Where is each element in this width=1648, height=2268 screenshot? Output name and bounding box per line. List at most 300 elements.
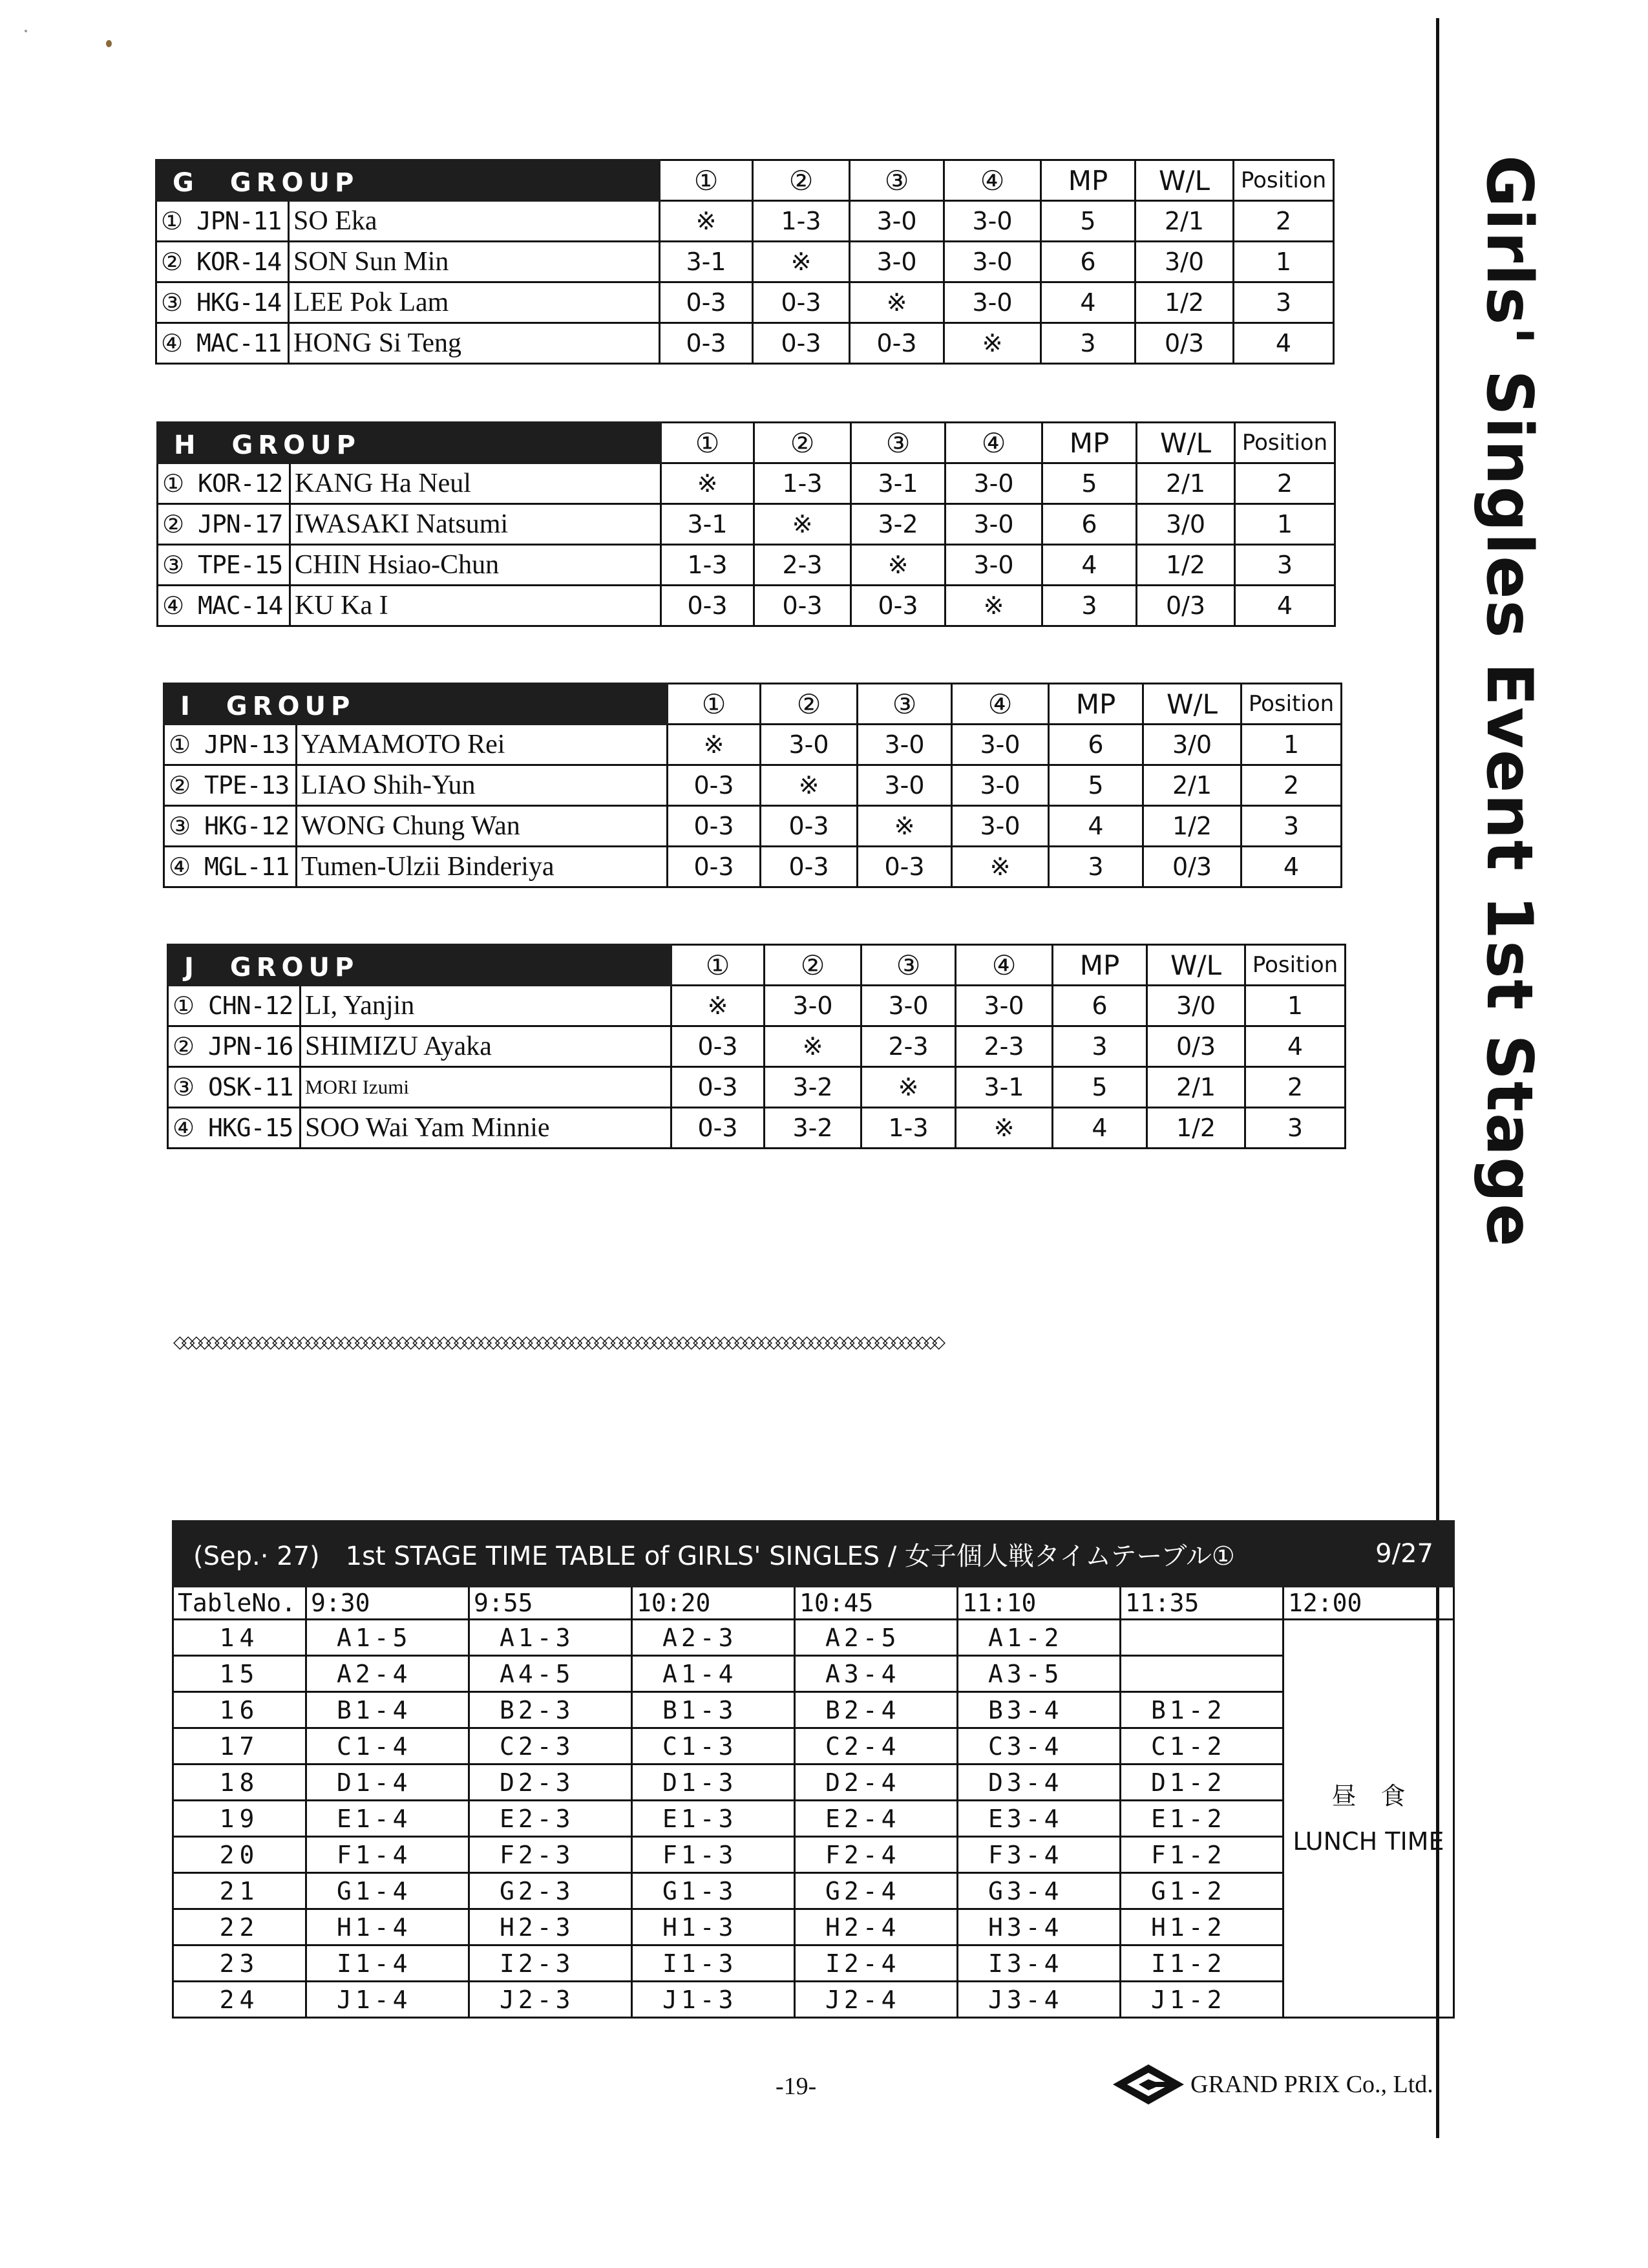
player-name: SHIMIZU Ayaka	[301, 1026, 671, 1067]
column-header: MP	[1042, 423, 1137, 463]
column-header: MP	[1053, 945, 1147, 986]
player-row	[164, 725, 1342, 765]
match-slot: A2-4	[306, 1656, 469, 1692]
player-row	[156, 323, 1334, 364]
timetable-row	[173, 1945, 1454, 1982]
player-code: ① KOR-12	[158, 463, 290, 504]
win-loss: 1/2	[1136, 282, 1234, 323]
match-slot: E1-3	[632, 1801, 795, 1837]
match-slot: G2-3	[469, 1873, 632, 1909]
table-number: 23	[173, 1945, 306, 1982]
column-header: Position	[1234, 160, 1334, 201]
position: 4	[1235, 586, 1335, 626]
score-vs-1: 0-3	[668, 847, 761, 887]
player-row	[168, 1067, 1346, 1108]
score-vs-1: ※	[668, 725, 761, 765]
match-slot: F1-3	[632, 1837, 795, 1873]
match-slot: E1-2	[1121, 1801, 1284, 1837]
match-slot: J3-4	[958, 1982, 1121, 2018]
group-header-row	[164, 684, 1342, 725]
player-code: ② TPE-13	[164, 765, 297, 806]
table-number: 20	[173, 1837, 306, 1873]
time-slot-header: 11:35	[1121, 1587, 1284, 1620]
position: 4	[1234, 323, 1334, 364]
score-vs-4: 3-0	[944, 242, 1041, 282]
player-name: Tumen-Ulzii Binderiya	[297, 847, 668, 887]
match-slot: G1-3	[632, 1873, 795, 1909]
table-number: 14	[173, 1620, 306, 1656]
match-slot: I2-4	[795, 1945, 958, 1982]
position: 3	[1245, 1108, 1346, 1149]
match-slot: B1-2	[1121, 1692, 1284, 1728]
match-slot: C1-4	[306, 1728, 469, 1765]
column-header: Position	[1235, 423, 1335, 463]
player-name: KU Ka I	[290, 586, 661, 626]
time-slot-header: 12:00	[1284, 1587, 1454, 1620]
match-slot: D1-2	[1121, 1765, 1284, 1801]
column-header: ①	[661, 423, 754, 463]
score-vs-1: 0-3	[668, 806, 761, 847]
match-slot: B3-4	[958, 1692, 1121, 1728]
score-vs-3: ※	[851, 545, 945, 586]
timetable-row	[173, 1692, 1454, 1728]
player-code: ④ MGL-11	[164, 847, 297, 887]
position: 3	[1241, 806, 1342, 847]
score-vs-3: 0-3	[850, 323, 944, 364]
column-header: ③	[851, 423, 945, 463]
match-slot: H1-3	[632, 1909, 795, 1945]
win-loss: 2/1	[1136, 201, 1234, 242]
player-code: ③ OSK-11	[168, 1067, 301, 1108]
match-slot: C2-3	[469, 1728, 632, 1765]
player-name: SO Eka	[289, 201, 660, 242]
match-slot: I1-4	[306, 1945, 469, 1982]
position: 3	[1234, 282, 1334, 323]
player-row	[164, 806, 1342, 847]
column-header: ②	[765, 945, 861, 986]
column-header: ①	[668, 684, 761, 725]
player-row	[156, 242, 1334, 282]
match-slot: G2-4	[795, 1873, 958, 1909]
score-vs-1: 0-3	[668, 765, 761, 806]
position: 2	[1235, 463, 1335, 504]
position: 2	[1234, 201, 1334, 242]
player-row	[158, 504, 1335, 545]
time-slot-header: 10:45	[795, 1587, 958, 1620]
match-points: 4	[1049, 806, 1143, 847]
table-number: 15	[173, 1656, 306, 1692]
match-slot: H2-3	[469, 1909, 632, 1945]
timetable-row	[173, 1656, 1454, 1692]
column-header: W/L	[1136, 160, 1234, 201]
match-points: 3	[1053, 1026, 1147, 1067]
match-slot: F2-4	[795, 1837, 958, 1873]
player-row	[158, 545, 1335, 586]
column-header: ①	[671, 945, 765, 986]
table-number: 22	[173, 1909, 306, 1945]
timetable	[172, 1520, 1455, 2019]
position: 1	[1234, 242, 1334, 282]
player-code: ④ MAC-14	[158, 586, 290, 626]
table-number: 17	[173, 1728, 306, 1765]
score-vs-2: 3-2	[765, 1108, 861, 1149]
time-slot-header: 9:30	[306, 1587, 469, 1620]
score-vs-4: 3-0	[945, 463, 1042, 504]
match-slot	[1121, 1620, 1284, 1656]
match-slot	[1121, 1656, 1284, 1692]
match-slot: B2-4	[795, 1692, 958, 1728]
score-vs-1: 0-3	[660, 282, 753, 323]
score-vs-2: ※	[761, 765, 858, 806]
score-vs-4: 3-0	[952, 765, 1049, 806]
score-vs-3: 1-3	[861, 1108, 956, 1149]
match-slot: A3-5	[958, 1656, 1121, 1692]
match-slot: F2-3	[469, 1837, 632, 1873]
player-name: LEE Pok Lam	[289, 282, 660, 323]
group-name: J GROUP	[168, 945, 671, 986]
table-number: 21	[173, 1873, 306, 1909]
score-vs-2: 0-3	[753, 323, 850, 364]
time-slot-header: 11:10	[958, 1587, 1121, 1620]
position: 1	[1245, 986, 1346, 1026]
score-vs-3: 3-0	[850, 242, 944, 282]
match-points: 5	[1041, 201, 1136, 242]
score-vs-4: ※	[956, 1108, 1053, 1149]
grand-prix-logo-icon	[1113, 2062, 1184, 2107]
match-slot: D3-4	[958, 1765, 1121, 1801]
player-row	[164, 765, 1342, 806]
match-slot: A1-4	[632, 1656, 795, 1692]
score-vs-3: 2-3	[861, 1026, 956, 1067]
player-name: CHIN Hsiao-Chun	[290, 545, 661, 586]
column-header: ③	[858, 684, 952, 725]
win-loss: 2/1	[1143, 765, 1241, 806]
time-slot-header: 10:20	[632, 1587, 795, 1620]
score-vs-2: 3-2	[765, 1067, 861, 1108]
group-header-row	[156, 160, 1334, 201]
match-slot: A1-5	[306, 1620, 469, 1656]
score-vs-3: ※	[861, 1067, 956, 1108]
position: 4	[1241, 847, 1342, 887]
win-loss: 1/2	[1143, 806, 1241, 847]
timetable-row	[173, 1765, 1454, 1801]
score-vs-1: 3-1	[661, 504, 754, 545]
match-points: 4	[1053, 1108, 1147, 1149]
column-header: MP	[1041, 160, 1136, 201]
score-vs-4: 3-0	[952, 806, 1049, 847]
player-code: ③ HKG-14	[156, 282, 289, 323]
match-slot: B1-3	[632, 1692, 795, 1728]
match-points: 3	[1041, 323, 1136, 364]
company-name: GRAND PRIX Co., Ltd.	[1190, 2071, 1433, 2098]
player-row	[156, 282, 1334, 323]
score-vs-1: 3-1	[660, 242, 753, 282]
player-name: HONG Si Teng	[289, 323, 660, 364]
player-name: KANG Ha Neul	[290, 463, 661, 504]
score-vs-2: 1-3	[754, 463, 851, 504]
player-name: LI, Yanjin	[301, 986, 671, 1026]
player-row	[168, 986, 1346, 1026]
timetable-row	[173, 1909, 1454, 1945]
score-vs-4: 3-1	[956, 1067, 1053, 1108]
position: 4	[1245, 1026, 1346, 1067]
match-slot: G1-2	[1121, 1873, 1284, 1909]
timetable-title-bar	[173, 1521, 1454, 1587]
player-code: ② JPN-16	[168, 1026, 301, 1067]
timetable-row	[173, 1728, 1454, 1765]
score-vs-2: 0-3	[753, 282, 850, 323]
win-loss: 2/1	[1137, 463, 1235, 504]
match-slot: A3-4	[795, 1656, 958, 1692]
table-number: 19	[173, 1801, 306, 1837]
score-vs-4: 3-0	[952, 725, 1049, 765]
position: 2	[1245, 1067, 1346, 1108]
match-slot: J2-3	[469, 1982, 632, 2018]
column-header: W/L	[1147, 945, 1245, 986]
match-slot: F1-2	[1121, 1837, 1284, 1873]
player-code: ③ HKG-12	[164, 806, 297, 847]
player-row	[168, 1108, 1346, 1149]
score-vs-3: 3-0	[858, 765, 952, 806]
score-vs-3: ※	[858, 806, 952, 847]
company-logo	[1113, 2062, 1433, 2107]
group-header-row	[158, 423, 1335, 463]
match-slot: A1-2	[958, 1620, 1121, 1656]
match-slot: J2-4	[795, 1982, 958, 2018]
match-slot: I2-3	[469, 1945, 632, 1982]
match-slot: I1-2	[1121, 1945, 1284, 1982]
player-row	[158, 463, 1335, 504]
score-vs-3: 3-0	[850, 201, 944, 242]
player-name: LIAO Shih-Yun	[297, 765, 668, 806]
column-header: ②	[754, 423, 851, 463]
player-row	[156, 201, 1334, 242]
score-vs-2: ※	[753, 242, 850, 282]
match-points: 6	[1041, 242, 1136, 282]
win-loss: 3/0	[1143, 725, 1241, 765]
position: 1	[1241, 725, 1342, 765]
match-slot: A2-3	[632, 1620, 795, 1656]
side-title: Girls' Singles Event 1st Stage	[1472, 155, 1546, 1248]
column-header: W/L	[1137, 423, 1235, 463]
match-points: 4	[1041, 282, 1136, 323]
time-slot-header: 9:55	[469, 1587, 632, 1620]
match-slot: I1-3	[632, 1945, 795, 1982]
match-slot: C2-4	[795, 1728, 958, 1765]
win-loss: 3/0	[1137, 504, 1235, 545]
timetable-row	[173, 1801, 1454, 1837]
match-slot: C1-3	[632, 1728, 795, 1765]
score-vs-1: 0-3	[671, 1026, 765, 1067]
score-vs-4: 3-0	[945, 504, 1042, 545]
score-vs-2: 1-3	[753, 201, 850, 242]
match-slot: D1-3	[632, 1765, 795, 1801]
timetable-row	[173, 1620, 1454, 1656]
match-points: 5	[1053, 1067, 1147, 1108]
column-header: ④	[944, 160, 1041, 201]
match-points: 5	[1042, 463, 1137, 504]
score-vs-3: 0-3	[851, 586, 945, 626]
player-code: ① CHN-12	[168, 986, 301, 1026]
player-name: MORI Izumi	[301, 1067, 671, 1108]
score-vs-2: ※	[765, 1026, 861, 1067]
player-name: SOO Wai Yam Minnie	[301, 1108, 671, 1149]
group-table-j	[167, 944, 1346, 1149]
lunch-break-cell	[1284, 1620, 1454, 2018]
match-points: 4	[1042, 545, 1137, 586]
column-header: ④	[952, 684, 1049, 725]
match-points: 3	[1049, 847, 1143, 887]
match-points: 3	[1042, 586, 1137, 626]
lunch-label-jp: 昼 食	[1331, 1781, 1406, 1810]
score-vs-1: 1-3	[661, 545, 754, 586]
column-header: W/L	[1143, 684, 1241, 725]
column-header: MP	[1049, 684, 1143, 725]
score-vs-2: 0-3	[754, 586, 851, 626]
score-vs-1: 0-3	[671, 1108, 765, 1149]
score-vs-2: 3-0	[765, 986, 861, 1026]
timetable-date: 9/27	[1375, 1539, 1433, 1569]
match-points: 6	[1049, 725, 1143, 765]
column-header: Position	[1241, 684, 1342, 725]
player-row	[168, 1026, 1346, 1067]
win-loss: 3/0	[1147, 986, 1245, 1026]
win-loss: 3/0	[1136, 242, 1234, 282]
paper-speck	[25, 30, 27, 32]
player-name: SON Sun Min	[289, 242, 660, 282]
group-table-i	[163, 683, 1342, 888]
match-slot: F3-4	[958, 1837, 1121, 1873]
match-slot: J1-3	[632, 1982, 795, 2018]
match-slot: C1-2	[1121, 1728, 1284, 1765]
score-vs-4: 3-0	[945, 545, 1042, 586]
score-vs-1: ※	[671, 986, 765, 1026]
match-slot: G1-4	[306, 1873, 469, 1909]
match-slot: F1-4	[306, 1837, 469, 1873]
position: 2	[1241, 765, 1342, 806]
player-row	[158, 586, 1335, 626]
match-slot: E1-4	[306, 1801, 469, 1837]
score-vs-3: 3-1	[851, 463, 945, 504]
match-slot: C3-4	[958, 1728, 1121, 1765]
match-slot: H3-4	[958, 1909, 1121, 1945]
score-vs-2: ※	[754, 504, 851, 545]
win-loss: 0/3	[1136, 323, 1234, 364]
score-vs-1: ※	[660, 201, 753, 242]
score-vs-3: 3-0	[858, 725, 952, 765]
group-header-row	[168, 945, 1346, 986]
table-number: 24	[173, 1982, 306, 2018]
column-header: ③	[861, 945, 956, 986]
score-vs-4: 3-0	[944, 201, 1041, 242]
match-slot: J1-4	[306, 1982, 469, 2018]
score-vs-4: 3-0	[944, 282, 1041, 323]
match-slot: H1-4	[306, 1909, 469, 1945]
match-slot: J1-2	[1121, 1982, 1284, 2018]
column-header: ③	[850, 160, 944, 201]
column-header: ①	[660, 160, 753, 201]
column-header: ④	[956, 945, 1053, 986]
match-slot: E2-4	[795, 1801, 958, 1837]
score-vs-2: 3-0	[761, 725, 858, 765]
group-table-h	[156, 421, 1336, 627]
score-vs-2: 0-3	[761, 847, 858, 887]
table-number: 16	[173, 1692, 306, 1728]
table-no-header: TableNo.	[173, 1587, 306, 1620]
column-header: ④	[945, 423, 1042, 463]
match-slot: I3-4	[958, 1945, 1121, 1982]
score-vs-3: 3-0	[861, 986, 956, 1026]
position: 1	[1235, 504, 1335, 545]
match-slot: B1-4	[306, 1692, 469, 1728]
match-slot: A4-5	[469, 1656, 632, 1692]
match-points: 5	[1049, 765, 1143, 806]
match-slot: D2-3	[469, 1765, 632, 1801]
paper-speck	[106, 40, 112, 47]
player-code: ② JPN-17	[158, 504, 290, 545]
score-vs-1: 0-3	[660, 323, 753, 364]
player-code: ① JPN-13	[164, 725, 297, 765]
match-slot: A1-3	[469, 1620, 632, 1656]
page-number: -19-	[776, 2073, 817, 2100]
player-code: ① JPN-11	[156, 201, 289, 242]
match-slot: D2-4	[795, 1765, 958, 1801]
group-name: I GROUP	[164, 684, 668, 725]
group-name: G GROUP	[156, 160, 660, 201]
player-code: ② KOR-14	[156, 242, 289, 282]
score-vs-4: ※	[952, 847, 1049, 887]
player-row	[164, 847, 1342, 887]
score-vs-2: 2-3	[754, 545, 851, 586]
player-code: ④ MAC-11	[156, 323, 289, 364]
score-vs-3: 3-2	[851, 504, 945, 545]
timetable-header-row	[173, 1587, 1454, 1620]
table-number: 18	[173, 1765, 306, 1801]
timetable-title: (Sep.· 27) 1st STAGE TIME TABLE of GIRLS' SINGLES / 女子個人戦タイムテーブル①	[193, 1541, 1235, 1571]
score-vs-1: ※	[661, 463, 754, 504]
lunch-label-en: LUNCH TIME	[1293, 1827, 1444, 1856]
player-name: YAMAMOTO Rei	[297, 725, 668, 765]
group-name: H GROUP	[158, 423, 661, 463]
match-slot: H2-4	[795, 1909, 958, 1945]
match-slot: D1-4	[306, 1765, 469, 1801]
score-vs-1: 0-3	[661, 586, 754, 626]
timetable-row	[173, 1982, 1454, 2018]
score-vs-2: 0-3	[761, 806, 858, 847]
win-loss: 2/1	[1147, 1067, 1245, 1108]
match-slot: E2-3	[469, 1801, 632, 1837]
win-loss: 0/3	[1137, 586, 1235, 626]
score-vs-3: 0-3	[858, 847, 952, 887]
score-vs-4: 2-3	[956, 1026, 1053, 1067]
group-table-g	[155, 159, 1335, 365]
win-loss: 1/2	[1147, 1108, 1245, 1149]
match-points: 6	[1042, 504, 1137, 545]
score-vs-4: 3-0	[956, 986, 1053, 1026]
position: 3	[1235, 545, 1335, 586]
player-name: WONG Chung Wan	[297, 806, 668, 847]
column-header: Position	[1245, 945, 1346, 986]
diamond-divider: ◇◇◇◇◇◇◇◇◇◇◇◇◇◇◇◇◇◇◇◇◇◇◇◇◇◇◇◇◇◇◇◇◇◇◇◇◇◇◇◇◇◇◇◇◇◇◇◇◇◇◇◇◇◇◇◇◇◇◇◇◇◇◇◇◇◇◇◇◇◇◇◇◇◇◇◇◇◇◇◇◇◇◇◇◇◇◇◇◇◇◇◇◇	[173, 1333, 941, 1352]
match-slot: A2-5	[795, 1620, 958, 1656]
player-code: ③ TPE-15	[158, 545, 290, 586]
match-slot: E3-4	[958, 1801, 1121, 1837]
column-header: ②	[761, 684, 858, 725]
timetable-row	[173, 1837, 1454, 1873]
score-vs-3: ※	[850, 282, 944, 323]
score-vs-1: 0-3	[671, 1067, 765, 1108]
match-slot: H1-2	[1121, 1909, 1284, 1945]
